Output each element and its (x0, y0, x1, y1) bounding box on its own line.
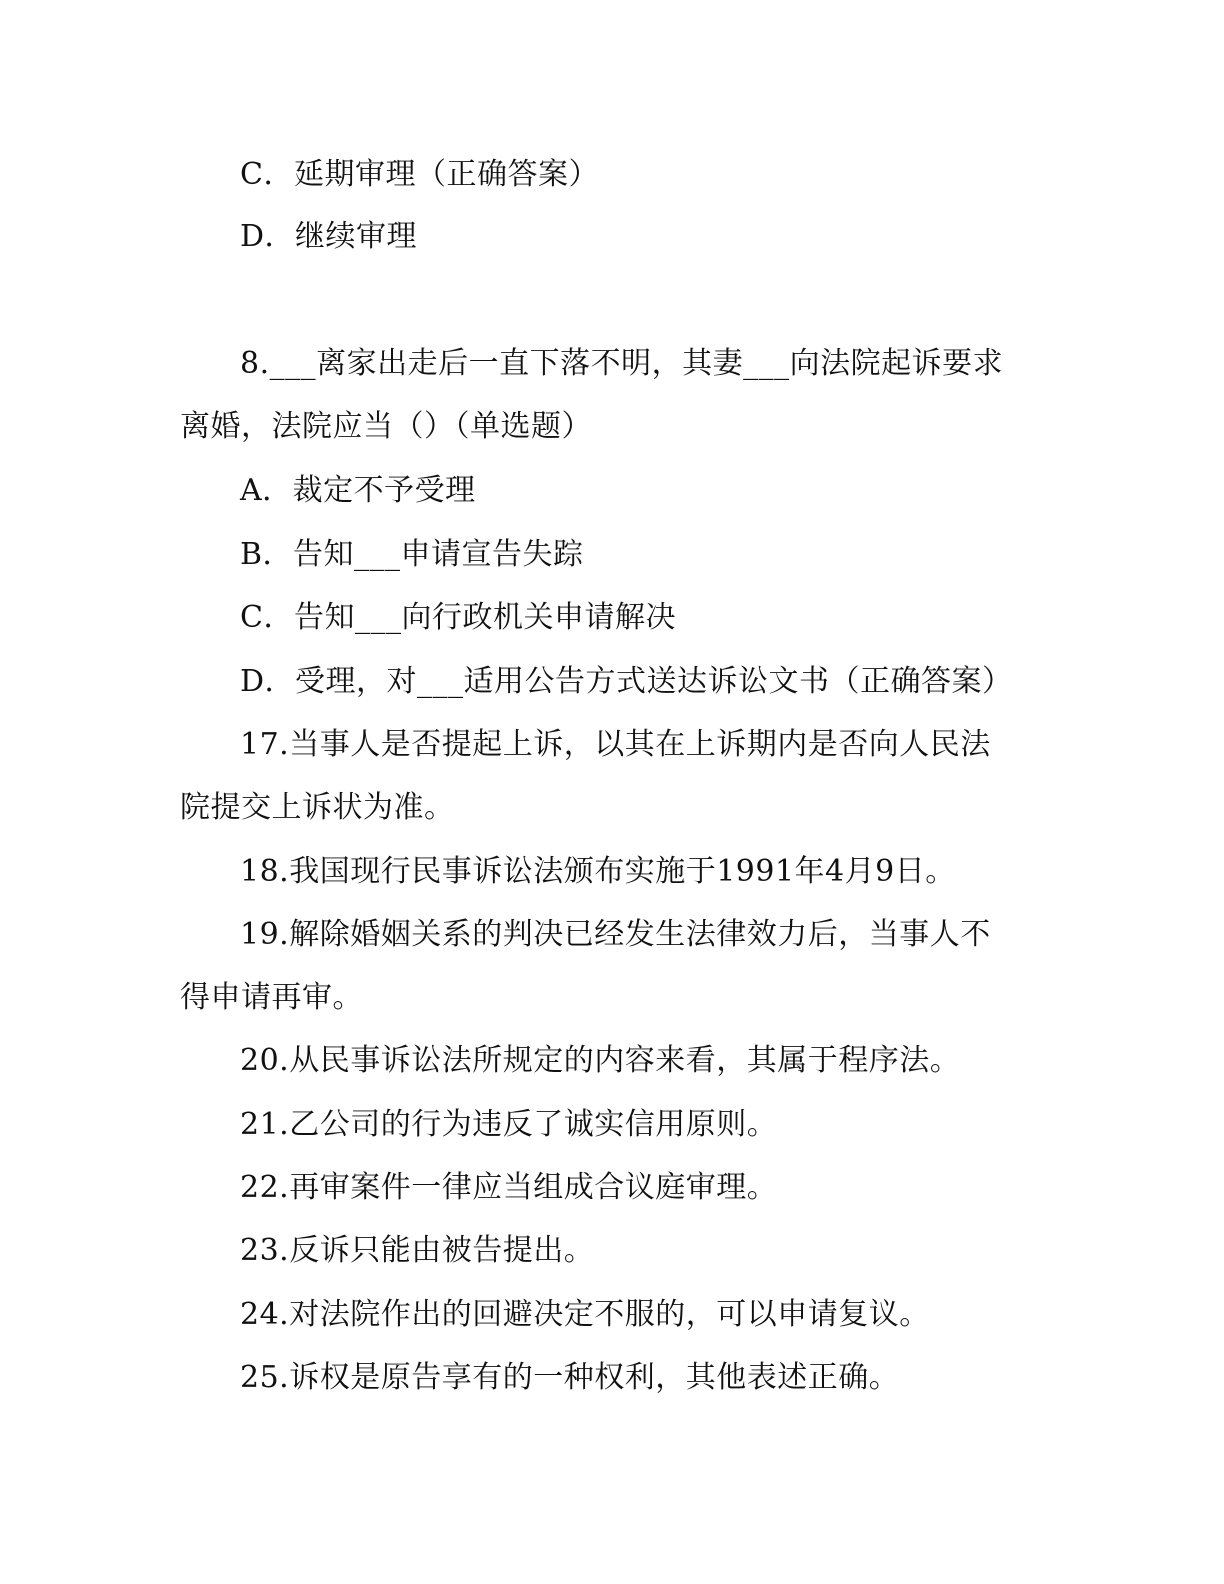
option-b-q8: B．告知___申请宣告失踪 (240, 537, 584, 572)
option-c-q7: C．延期审理（正确答案） (240, 157, 599, 192)
statement-24: 24.对法院作出的回避决定不服的，可以申请复议。 (240, 1297, 930, 1332)
statement-25: 25.诉权是原告享有的一种权利，其他表述正确。 (240, 1360, 900, 1395)
statement-19-line-1: 19.解除婚姻关系的判决已经发生法律效力后，当事人不 (240, 917, 991, 952)
statement-20: 20.从民事诉讼法所规定的内容来看，其属于程序法。 (240, 1043, 961, 1078)
statement-23: 23.反诉只能由被告提出。 (240, 1233, 595, 1268)
option-d-q8: D．受理，对___适用公告方式送达诉讼文书（正确答案） (240, 664, 1013, 699)
statement-19-line-2: 得申请再审。 (180, 980, 363, 1015)
statement-18: 18.我国现行民事诉讼法颁布实施于1991年4月9日。 (240, 854, 956, 889)
option-d-q7: D．继续审理 (240, 219, 418, 254)
statement-22: 22.再审案件一律应当组成合议庭审理。 (240, 1170, 778, 1205)
statement-21: 21.乙公司的行为违反了诚实信用原则。 (240, 1107, 778, 1142)
statement-17-line-2: 院提交上诉状为准。 (180, 790, 455, 825)
option-c-q8: C．告知___向行政机关申请解决 (240, 600, 676, 635)
question-8-line-1: 8.___离家出走后一直下落不明，其妻___向法院起诉要求 (240, 346, 1004, 381)
option-a-q8: A．裁定不予受理 (240, 473, 476, 508)
statement-17-line-1: 17.当事人是否提起上诉，以其在上诉期内是否向人民法 (240, 727, 991, 762)
question-8-line-2: 离婚，法院应当（）（单选题） (180, 409, 592, 444)
